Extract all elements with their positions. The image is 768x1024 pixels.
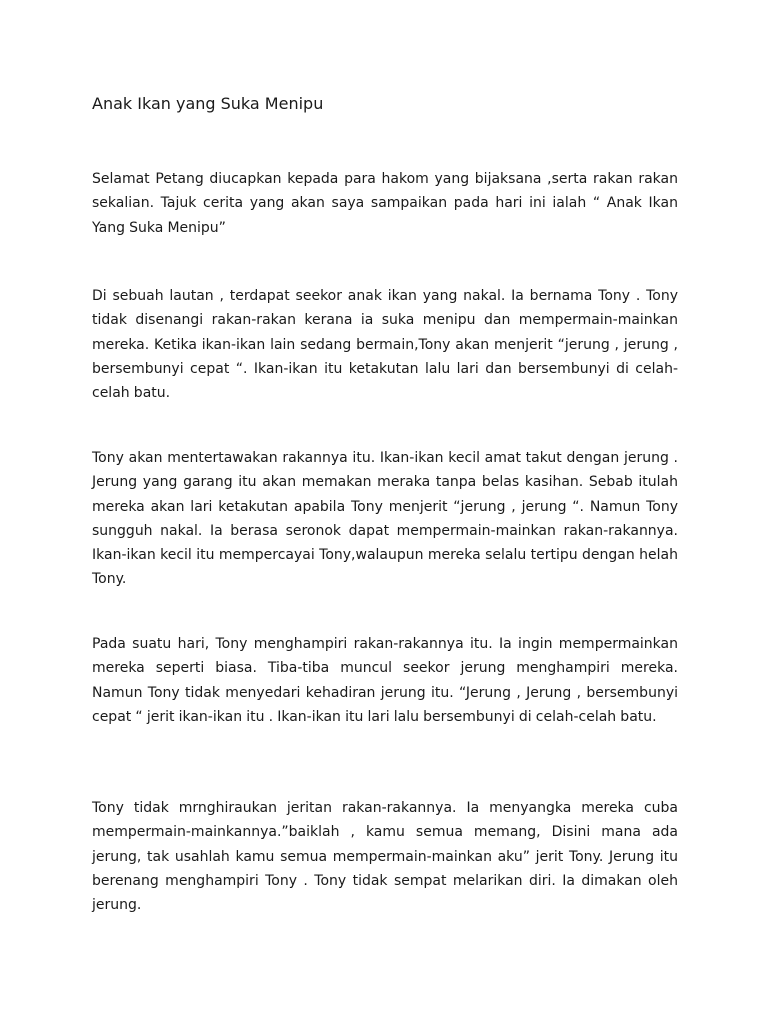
paragraph-intro: Selamat Petang diucapkan kepada para hakom yang bijaksana ,serta rakan rakan sekalian. Tajuk cerita yang akan saya sampaikan pada hari ini ialah “ Anak Ikan Yang Suka Menipu” bbox=[92, 171, 678, 236]
paragraph-shark-appears: Pada suatu hari, Tony menghampiri rakan-rakannya itu. Ia ingin mempermainkan mereka seperti biasa. Tiba-tiba muncul seekor jerung menghampiri mereka. Namun Tony tidak menyedari kehadiran jerung itu. “Jerung , Jerung , bersembunyi cepat “ jerit ikan-ikan itu . Ikan-ikan itu lari lalu bersembunyi di celah-celah batu. bbox=[92, 636, 678, 725]
paragraph-tony-laughs: Tony akan mentertawakan rakannya itu. Ikan-ikan kecil amat takut dengan jerung . Jerung yang garang itu akan memakan meraka tanpa belas kasihan. Sebab itulah mereka akan lari ketakutan apabila Tony menjerit “jerung , jerung “. Namun Tony sungguh nakal. Ia berasa seronok dapat mempermain-mainkan rakan-rakannya. Ikan-ikan kecil itu mempercayai Tony,walaupun mereka selalu tertipu dengan helah Tony. bbox=[92, 450, 678, 588]
paragraph-tony-introduction: Di sebuah lautan , terdapat seekor anak ikan yang nakal. Ia bernama Tony . Tony tidak disenangi rakan-rakan kerana ia suka menipu dan mempermain-mainkan mereka. Ketika ikan-ikan lain sedang bermain,Tony akan menjerit “jerung , jerung , bersembunyi cepat “. Ikan-ikan itu ketakutan lalu lari dan bersembunyi di celah-celah batu. bbox=[92, 288, 678, 402]
document-title: Anak Ikan yang Suka Menipu bbox=[92, 94, 324, 113]
paragraph-ending: Tony tidak mrnghiraukan jeritan rakan-rakannya. Ia menyangka mereka cuba mempermain-mainkannya.”baiklah , kamu semua memang, Disini mana ada jerung, tak usahlah kamu semua mempermain-mainkan aku” jerit Tony. Jerung itu berenang menghampiri Tony . Tony tidak sempat melarikan diri. Ia dimakan oleh jerung. bbox=[92, 800, 678, 914]
